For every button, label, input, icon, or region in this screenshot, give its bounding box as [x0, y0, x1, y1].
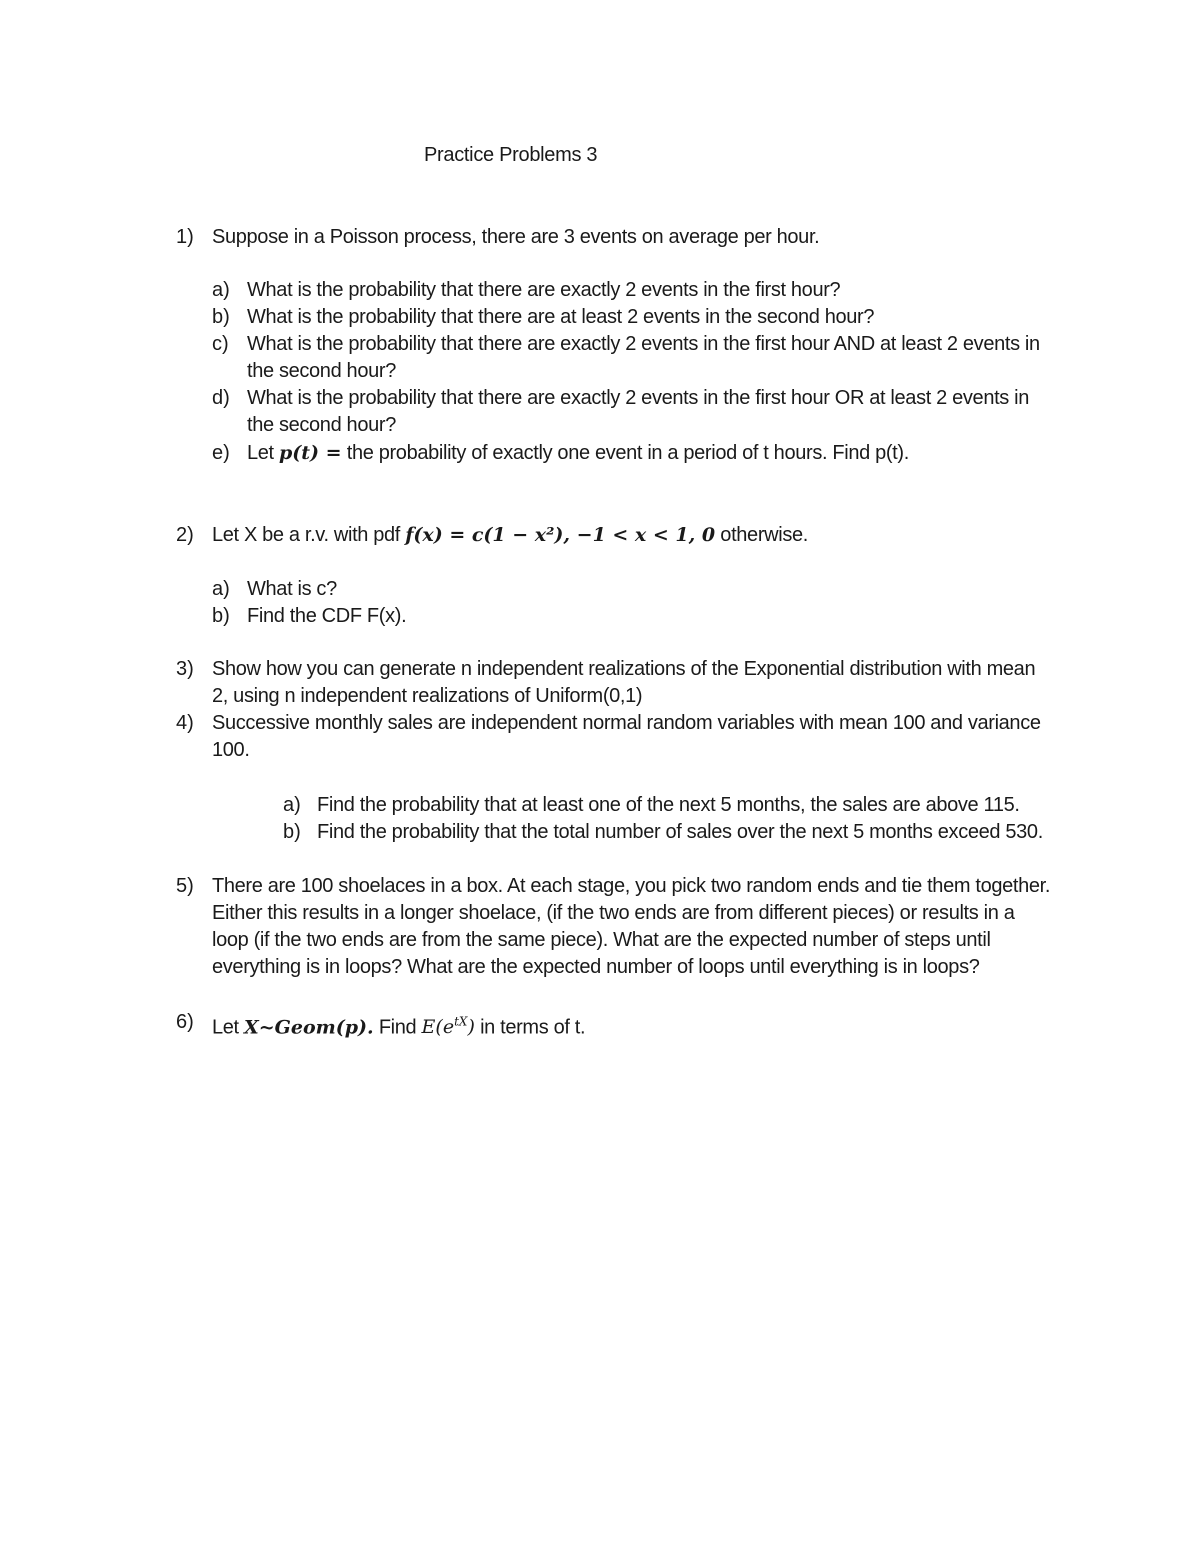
problem-1b-label: b): [212, 306, 230, 328]
problem-1c-label: c): [212, 333, 229, 355]
problem-5-text-cont-3: everything is in loops? What are the expected number of loops until everything is in loops?: [212, 956, 980, 978]
problem-2-math: f(x) = c(1 − x²), −1 < x < 1, 0: [405, 524, 716, 546]
problem-3-number: 3): [176, 658, 194, 680]
problem-1e-pre: Let: [247, 442, 279, 464]
problem-6-pre: Let: [212, 1016, 244, 1039]
problem-1-number: 1): [176, 226, 194, 248]
problem-6-mid: Find: [373, 1016, 422, 1039]
problem-6-post: in terms of t.: [474, 1016, 586, 1039]
problem-2a-label: a): [212, 578, 230, 600]
problem-4-number: 4): [176, 712, 194, 734]
problem-6-math2: [422, 1016, 475, 1038]
problem-4-text: Successive monthly sales are independent normal random variables with mean 100 and variance: [212, 712, 1041, 734]
problem-6-math2-end: ): [467, 1016, 475, 1039]
problem-5-text-cont-1: Either this results in a longer shoelace, (if the two ends are from different pieces) or results in a: [212, 902, 1015, 924]
problem-2-pre: Let X be a r.v. with pdf: [212, 524, 406, 546]
problem-6-number: 6): [176, 1011, 194, 1033]
problem-2-post: otherwise.: [715, 524, 808, 546]
problem-1e-label: e): [212, 442, 230, 464]
problem-3-text-cont: 2, using n independent realizations of Uniform(0,1): [212, 685, 643, 707]
problem-1d-text-cont: the second hour?: [247, 414, 396, 436]
page-title: Practice Problems 3: [424, 144, 598, 166]
problem-2-number: 2): [176, 524, 194, 546]
problem-1e-math: p(t) =: [278, 442, 342, 464]
problem-2-text: [212, 522, 808, 549]
problem-1d-text: What is the probability that there are exactly 2 events in the first hour OR at least 2 events in: [247, 387, 1030, 409]
problem-1c-text-cont: the second hour?: [247, 360, 396, 382]
problem-6-math: X~Geom(p).: [243, 1016, 374, 1039]
problem-1d-label: d): [212, 387, 230, 409]
problem-1c-text: What is the probability that there are exactly 2 events in the first hour AND at least 2 events in: [247, 333, 1040, 355]
problem-5-text-cont-2: loop (if the two ends are from the same piece). What are the expected number of steps until: [212, 929, 991, 951]
problem-2b-text: Find the CDF F(x).: [247, 605, 407, 627]
problem-4a-label: a): [283, 794, 301, 816]
problem-1a-text: What is the probability that there are exactly 2 events in the first hour?: [247, 279, 841, 301]
problem-6-math2-sup: tX: [454, 1015, 468, 1029]
problem-1b-text: What is the probability that there are at least 2 events in the second hour?: [247, 306, 875, 328]
problem-1e-post: the probability of exactly one event in a period of t hours. Find p(t).: [341, 442, 909, 464]
problem-4-text-cont: 100.: [212, 739, 250, 761]
problem-5-number: 5): [176, 875, 194, 897]
problem-6-text: [212, 1009, 585, 1041]
problem-1e-text: [247, 440, 909, 467]
problem-2a-text: What is c?: [247, 578, 337, 600]
problem-1a-label: a): [212, 279, 230, 301]
problem-2b-label: b): [212, 605, 230, 627]
problem-3-text: Show how you can generate n independent realizations of the Exponential distribution with mean: [212, 658, 1036, 680]
problem-5-text: There are 100 shoelaces in a box. At each stage, you pick two random ends and tie them together.: [212, 875, 1051, 897]
problem-1-text: Suppose in a Poisson process, there are 3 events on average per hour.: [212, 226, 820, 248]
problem-6-math2-base: E(e: [421, 1016, 455, 1039]
problem-4b-text: Find the probability that the total number of sales over the next 5 months exceed 530.: [317, 821, 1043, 843]
problem-4a-text: Find the probability that at least one of the next 5 months, the sales are above 115.: [317, 794, 1020, 816]
problem-4b-label: b): [283, 821, 301, 843]
